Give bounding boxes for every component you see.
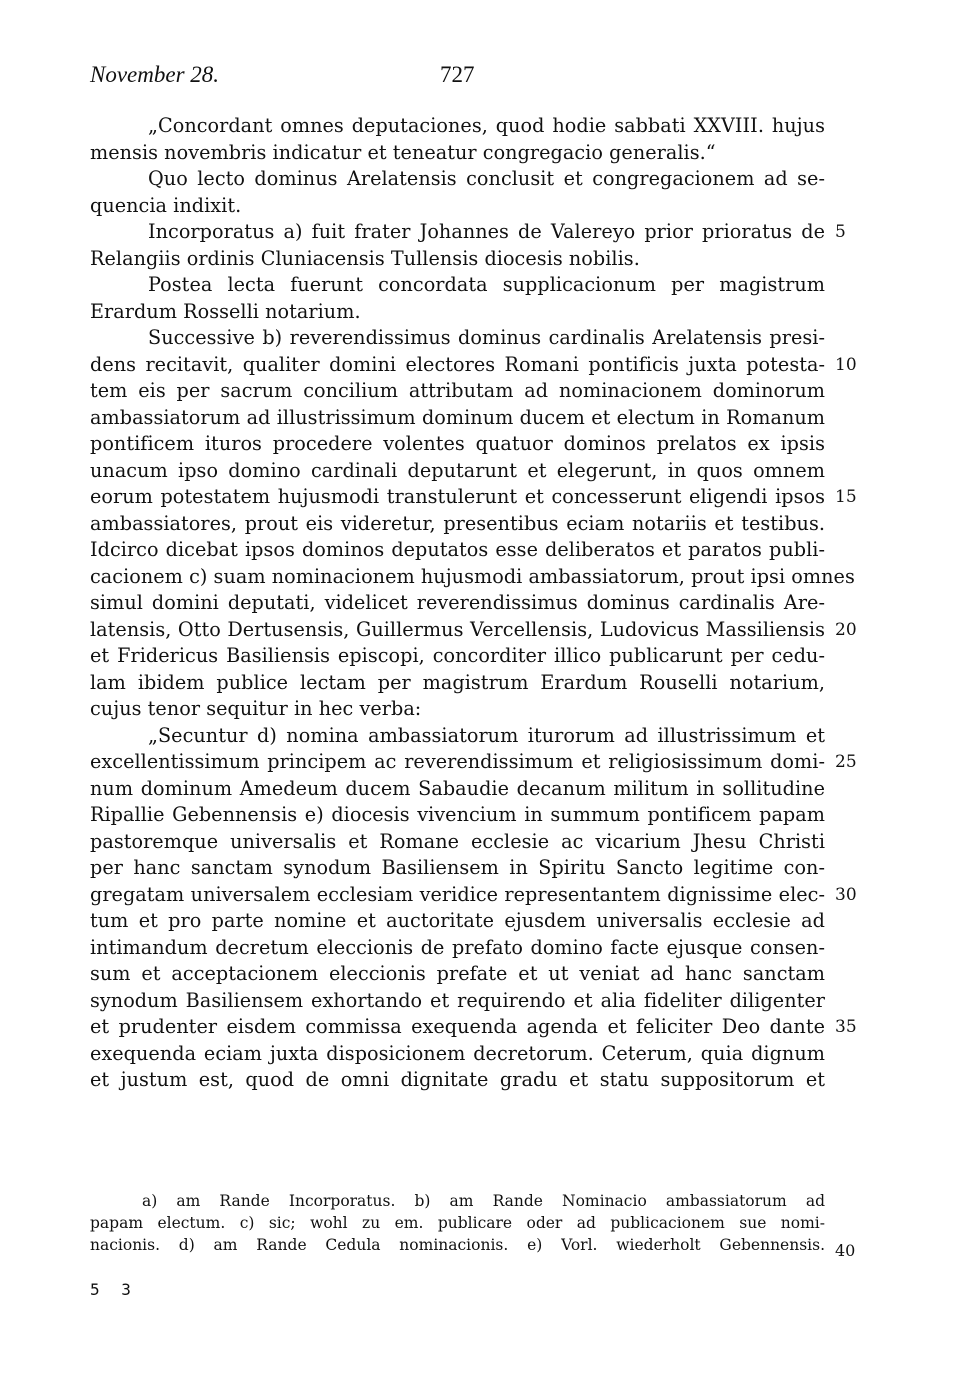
text-line: pontificem ituros procedere volentes quatuor dominos prelatos ex ipsis: [90, 432, 825, 455]
text-line: cacionem c) suam nominacionem hujusmodi ambassiatorum, prout ipsi omnes: [90, 564, 855, 588]
text-line: Postea lecta fuerunt concordata supplicacionum per magistrum: [148, 273, 825, 296]
text-line: cujus tenor sequitur in hec verba:: [90, 697, 422, 720]
text-line: intimandum decretum eleccionis de prefato domino facte ejusque consen-: [90, 935, 825, 959]
text-line: „Concordant omnes deputaciones, quod hodie sabbati XXVIII. hujus: [148, 114, 825, 137]
printer-signature: 5 3: [90, 1280, 137, 1299]
text-line: simul domini deputati, videlicet reverendissimus dominus cardinalis Are-: [90, 591, 825, 614]
text-line: et prudenter eisdem commissa exequenda agenda et feliciter Deo dante: [90, 1015, 825, 1038]
text-line: dens recitavit, qualiter domini electores Romani pontificis juxta potesta-: [90, 352, 825, 376]
margin-line-number: 15: [835, 487, 857, 507]
text-line: exequenda eciam juxta disposicionem decretorum. Ceterum, quia dignum: [90, 1041, 825, 1065]
margin-line-number: 35: [835, 1017, 857, 1037]
text-line: ambassiatorum ad illustrissimum dominum ducem et electum in Romanum: [90, 405, 825, 429]
text-line: unacum ipso domino cardinali deputarunt et elegerunt, in quos omnem: [90, 458, 825, 482]
text-line: et Fridericus Basiliensis episcopi, concorditer illico publicarunt per cedu-: [90, 644, 825, 667]
text-line: gregatam universalem ecclesiam veridice representantem dignissime elec-: [90, 882, 825, 906]
text-line: Quo lecto dominus Arelatensis conclusit et congregacionem ad se-: [148, 167, 825, 190]
text-line: tum et pro parte nomine et auctoritate ejusdem universalis ecclesie ad: [90, 909, 825, 932]
text-line: eorum potestatem hujusmodi transtulerunt et concesserunt eligendi ipsos: [90, 485, 825, 508]
text-line: Successive b) reverendissimus dominus cardinalis Arelatensis presi-: [148, 326, 825, 349]
text-line: synodum Basiliensem exhortando et requirendo et alia fideliter diligenter: [90, 988, 825, 1012]
margin-line-number: 20: [835, 619, 857, 640]
text-line: Incorporatus a) fuit frater Johannes de Valereyo prior prioratus de: [148, 220, 825, 243]
margin-line-number: 5: [835, 222, 846, 242]
text-line: Ripallie Gebennensis e) diocesis vivencium in summum pontificem papam: [90, 803, 825, 826]
footnote-line: a) am Rande Incorporatus. b) am Rande Nominacio ambassiatorum ad: [142, 1192, 825, 1210]
text-line: excellentissimum principem ac reverendissimum et religiosissimum domi-: [90, 750, 825, 773]
text-line: lam ibidem publice lectam per magistrum Erardum Rouselli notarium,: [90, 670, 825, 694]
text-line: et justum est, quod de omni dignitate gradu et statu suppositorum et: [90, 1068, 825, 1091]
footnotes: [90, 1190, 825, 1256]
text-line: tem eis per sacrum concilium attributam ad nominacionem dominorum: [90, 379, 825, 402]
margin-line-number: 25: [835, 752, 857, 772]
footnote-line: papam electum. c) sic; wohl zu em. publicare oder ad publicacionem sue nomi-: [90, 1214, 825, 1232]
footnote-line: nacionis. d) am Rande Cedula nominacionis. e) Vorl. wiederholt Gebennensis.: [90, 1236, 825, 1254]
text-line: ambassiatores, prout eis videretur, presentibus eciam notariis et testibus.: [90, 511, 825, 535]
text-line: latensis, Otto Dertusensis, Guillermus Vercellensis, Ludovicus Massiliensis: [90, 617, 825, 641]
text-line: Erardum Rosselli notarium.: [90, 299, 361, 323]
margin-line-number: 30: [835, 884, 857, 905]
running-title: November 28.: [90, 62, 220, 87]
page-header: [90, 62, 830, 92]
text-line: Relangiis ordinis Cluniacensis Tullensis diocesis nobilis.: [90, 246, 640, 270]
text-line: Idcirco dicebat ipsos dominos deputatos esse deliberatos et paratos publi-: [90, 538, 825, 561]
text-line: per hanc sanctam synodum Basiliensem in Spiritu Sancto legitime con-: [90, 856, 825, 879]
text-line: „Secuntur d) nomina ambassiatorum iturorum ad illustrissimum et: [148, 723, 825, 747]
text-line: pastoremque universalis et Romane ecclesie ac vicarium Jhesu Christi: [90, 829, 825, 853]
margin-line-number: 10: [835, 354, 857, 375]
text-line: quencia indixit.: [90, 193, 242, 217]
text-line: num dominum Amedeum ducem Sabaudie decanum militum in sollitudine: [90, 776, 825, 800]
page-number: 727: [440, 62, 475, 87]
text-line: sum et acceptacionem eleccionis prefate et ut veniat ad hanc sanctam: [90, 962, 825, 985]
text-line: mensis novembris indicatur et teneatur congregacio generalis.“: [90, 140, 716, 164]
footnote-line-number: 40: [835, 1241, 856, 1260]
